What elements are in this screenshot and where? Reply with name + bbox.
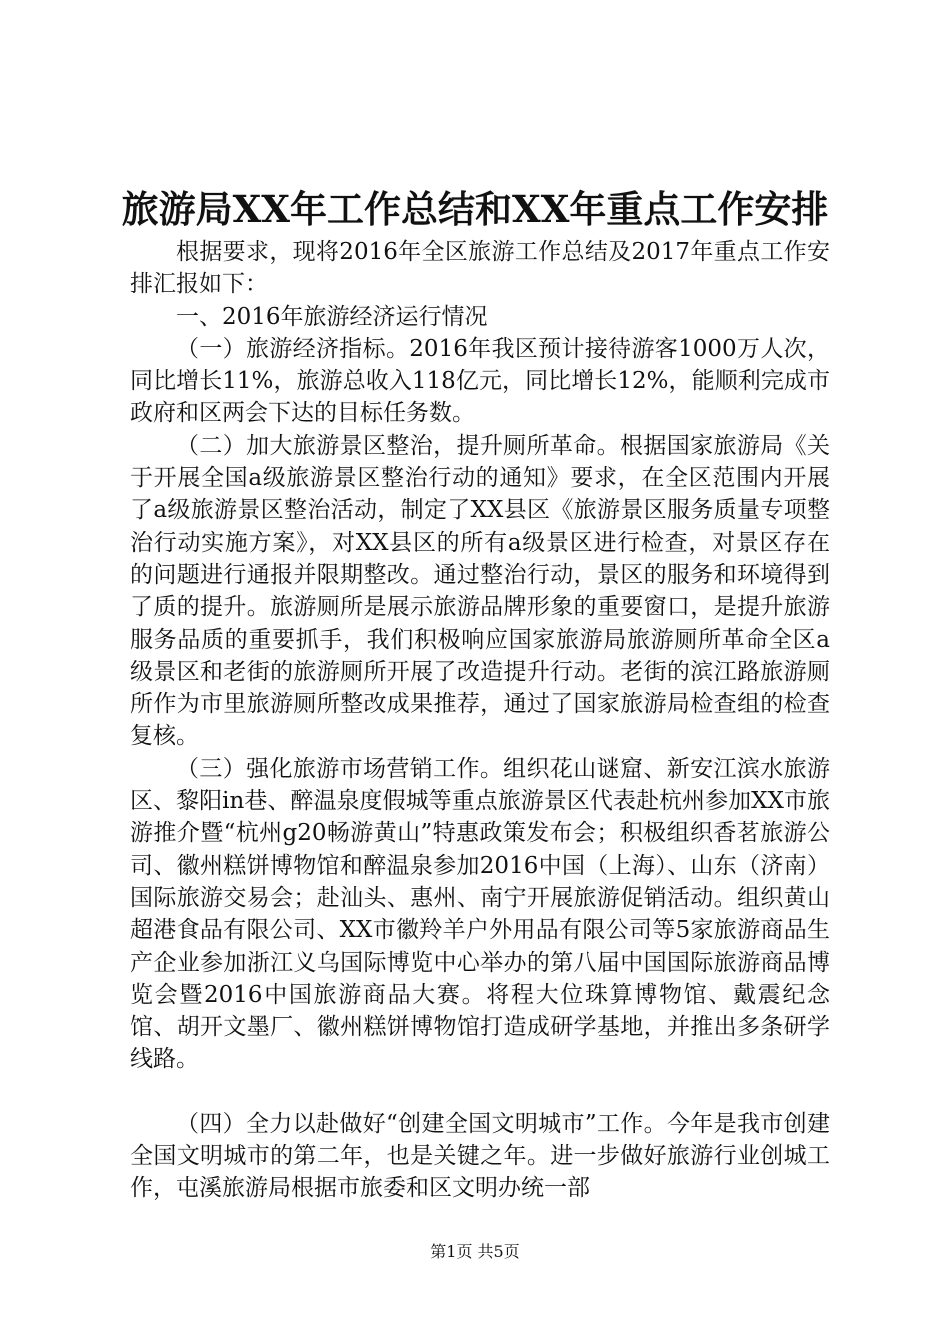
paragraph-intro: 根据要求，现将2016年全区旅游工作总结及2017年重点工作安排汇报如下： — [130, 239, 830, 298]
section-heading-1: 一、2016年旅游经济运行情况 — [176, 303, 488, 330]
paragraph-civilized-city: （四）全力以赴做好“创建全国文明城市”工作。今年是我市创建全国文明城市的第二年，也是关键之年。进一步做好旅游行业创城工作，屯溪旅游局根据市旅委和区文明办统一部 — [130, 1110, 830, 1202]
paragraph-scenic-area-rectification: （二）加大旅游景区整治，提升厕所革命。根据国家旅游局《关于开展全国a级旅游景区整治行动的通知》要求，在全区范围内开展了a级旅游景区整治活动，制定了XX县区《旅游景区服务质量专项整治行动实施方案》，对XX县区的所有a级景区进行检查，对景区存在的问题进行通报并限期整改。通过整治行动，景区的服务和环境得到了质的提升。旅游厕所是展示旅游品牌形象的重要窗口，是提升旅游服务品质的重要抓手，我们积极响应国家旅游局旅游厕所革命全区a级景区和老街的旅游厕所开展了改造提升行动。老街的滨江路旅游厕所作为市里旅游厕所整改成果推荐，通过了国家旅游局检查组的检查复核。 — [130, 432, 830, 750]
page-footer: 第1页 共5页 — [430, 1242, 520, 1261]
paragraph-economic-indicators: （一）旅游经济指标。2016年我区预计接待游客1000万人次，同比增长11%，旅游总收入118亿元，同比增长12%，能顺利完成市政府和区两会下达的目标任务数。 — [130, 335, 830, 427]
paragraph-marketing: （三）强化旅游市场营销工作。组织花山谜窟、新安江滨水旅游区、黎阳in巷、醉温泉度假城等重点旅游景区代表赴杭州参加XX市旅游推介暨“杭州g20畅游黄山”特惠政策发布会；积极组织香茗旅游公司、徽州糕饼博物馆和醉温泉参加2016中国（上海）、山东（济南）国际旅游交易会；赴汕头、惠州、南宁开展旅游促销活动。组织黄山超港食品有限公司、XX市徽羚羊户外用品有限公司等5家旅游商品生产企业参加浙江义乌国际博览中心举办的第八届中国国际旅游商品博览会暨2016中国旅游商品大赛。将程大位珠算博物馆、戴震纪念馆、胡开文墨厂、徽州糕饼博物馆打造成研学基地，并推出多条研学线路。 — [130, 755, 830, 1073]
document-body — [130, 236, 830, 1205]
document-title: 旅游局XX年工作总结和XX年重点工作安排 — [121, 187, 829, 231]
